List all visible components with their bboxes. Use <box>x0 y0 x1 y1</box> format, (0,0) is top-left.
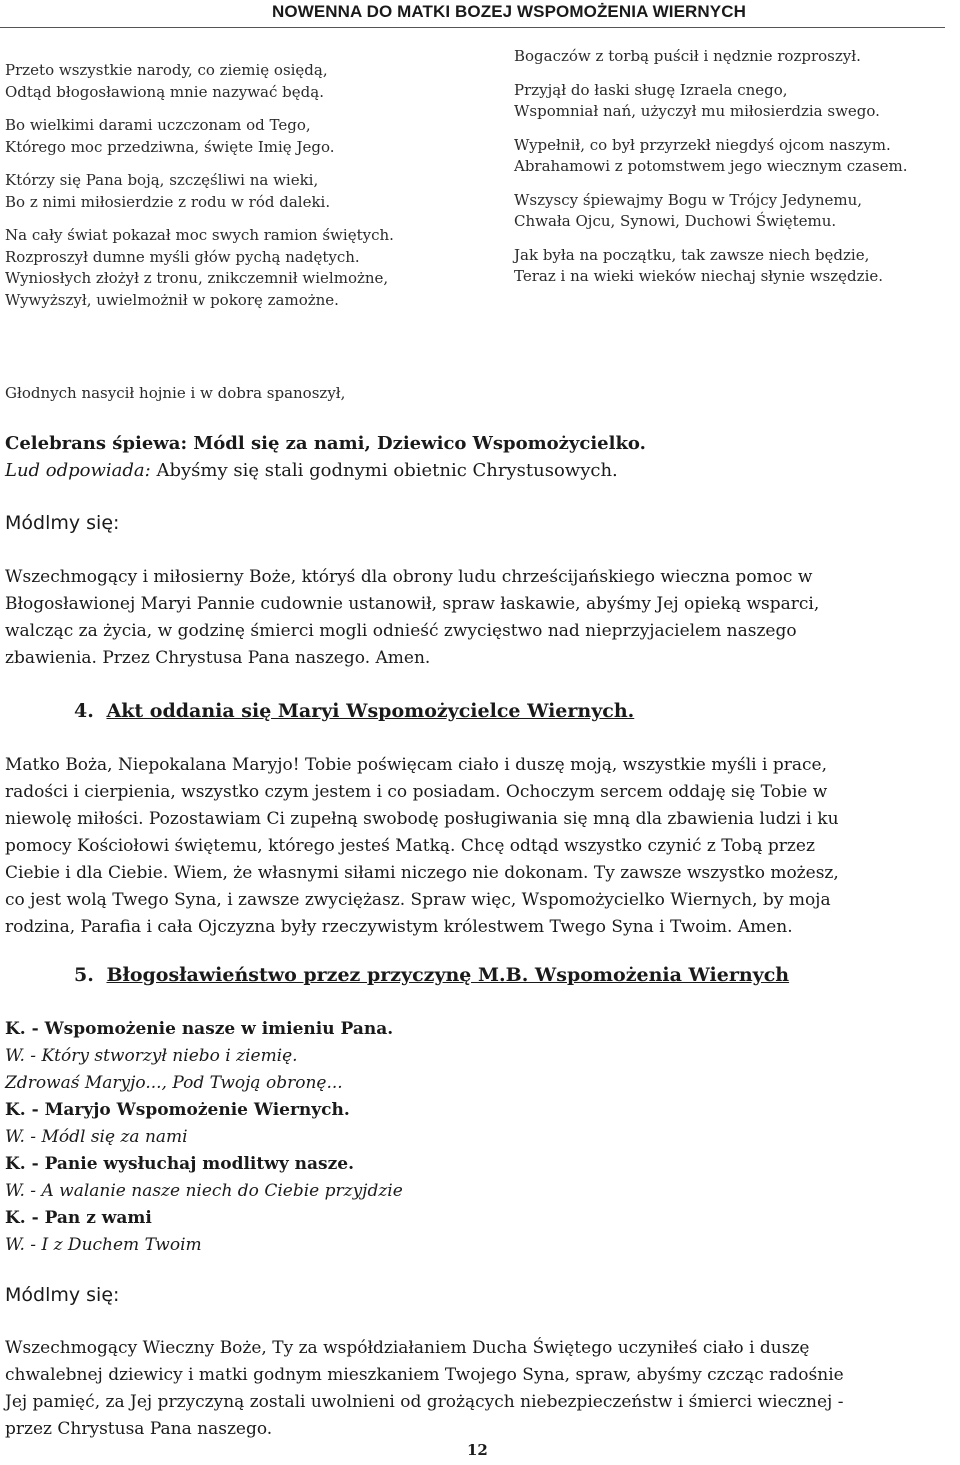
continuation-line <box>5 383 605 405</box>
stanza <box>5 170 475 213</box>
versicle-w: W. - I z Duchem Twoim <box>5 1235 202 1255</box>
prayer-1-text <box>5 564 960 672</box>
prayer-line: zbawienia. Przez Chrystusa Pana naszego. Amen. <box>5 648 431 668</box>
prayer-line: chwalebnej dziewicy i matki godnym mieszkaniem Twojego Syna, spraw, abyśmy czcząc radośnie <box>5 1365 844 1385</box>
section-5-heading <box>74 964 789 986</box>
verse-line: Na cały świat pokazał moc swych ramion świętych. <box>5 226 394 244</box>
verse-line: Przyjął do łaski sługę Izraela cnego, <box>514 80 788 99</box>
section-number: 5. <box>74 964 94 986</box>
celebrant-line: Celebrans śpiewa: Módl się za nami, Dziewico Wspomożycielko. <box>5 433 646 454</box>
prayer-heading: Módlmy się: <box>5 512 120 534</box>
stanza <box>514 80 954 123</box>
prayer-line: Wszechmogący Wieczny Boże, Ty za współdziałaniem Ducha Świętego uczyniłeś ciało i duszę <box>5 1338 810 1358</box>
stanza <box>5 225 475 311</box>
prayer-line: Błogosławionej Maryi Pannie cudownie ustanowił, spraw łaskawie, abyśmy Jej opieką wsparci, <box>5 594 820 614</box>
verse-line: Bo wielkimi darami uczczonam od Tego, <box>5 116 311 134</box>
verse-line: Rozproszył dumne myśli głów pychą nadętych. <box>5 247 360 266</box>
header-rule <box>0 27 945 28</box>
act-line: pomocy Kościołowi świętemu, którego jesteś Matką. Chcę odtąd wszystko czynić z Tobą przez <box>5 836 815 856</box>
prayer-line: przez Chrystusa Pana naszego. <box>5 1419 273 1439</box>
prayer-line: Wszechmogący i miłosierny Boże, któryś dla obrony ludu chrześcijańskiego wieczna pomoc w <box>5 567 813 587</box>
page-number: 12 <box>467 1441 488 1459</box>
act-line: co jest wolą Twego Syna, i zawsze zwyciężasz. Spraw więc, Wspomożycielko Wiernych, by moja <box>5 890 831 910</box>
versicle-w: W. - Módl się za nami <box>5 1127 188 1147</box>
act-line: Matko Boża, Niepokalana Maryjo! Tobie poświęcam ciało i duszę moją, wszystkie myśli i prace, <box>5 755 827 775</box>
verse-line: Odtąd błogosławioną mnie nazywać będą. <box>5 82 324 101</box>
section-4-heading <box>74 700 634 722</box>
verse-line: Jak była na początku, tak zawsze niech będzie, <box>514 245 870 264</box>
stanza <box>514 190 954 233</box>
section-title: Błogosławieństwo przez przyczynę M.B. Wspomożenia Wiernych <box>106 964 790 986</box>
versicles <box>5 1016 960 1259</box>
act-line: rodzina, Parafia i cała Ojczyzna były rzeczywistym królestwem Twego Syna i Twoim. Amen. <box>5 917 793 937</box>
stanza <box>5 115 475 158</box>
verse-line: Teraz i na wieki wieków niechaj słynie wszędzie. <box>514 267 884 285</box>
verse-line: Wypełnił, co był przyrzekł niegdyś ojcom naszym. <box>514 135 891 154</box>
section-number: 4. <box>74 700 94 722</box>
versicle-w: W. - Który stworzył niebo i ziemię. <box>5 1046 298 1066</box>
hymn-right-column <box>514 46 954 300</box>
versicle-k: K. - Maryjo Wspomożenie Wiernych. <box>5 1100 350 1120</box>
stanza <box>514 245 954 288</box>
response-label: Lud odpowiada: <box>5 460 151 481</box>
verse-line: Abrahamowi z potomstwem jego wiecznym czasem. <box>514 157 908 175</box>
versicle-k: K. - Panie wysłuchaj modlitwy nasze. <box>5 1154 355 1174</box>
verse-line: Głodnych nasycił hojnie i w dobra spanoszył, <box>5 384 346 402</box>
verse-line: Wyniosłych złożył z tronu, znikczemnił wielmożne, <box>5 269 389 287</box>
prayer-line: Jej pamięć, za Jej przyczyną zostali uwolnieni od grożących niebezpieczeństw i śmierci wiecznej - <box>5 1392 844 1412</box>
versicle-k: K. - Wspomożenie nasze w imieniu Pana. <box>5 1019 394 1039</box>
act-line: radości i cierpienia, wszystko czym jestem i co posiadam. Ochoczym sercem oddaję się Tobie w <box>5 782 828 802</box>
verse-line: Którego moc przedziwna, święte Imię Jego. <box>5 137 335 156</box>
act-text <box>5 752 960 941</box>
versicle-w: W. - A walanie nasze niech do Ciebie przyjdzie <box>5 1181 403 1201</box>
verse-line: Którzy się Pana boją, szczęśliwi na wieki, <box>5 171 319 189</box>
verse-line: Bogaczów z torbą puścił i nędznie rozproszył. <box>514 47 861 65</box>
stanza <box>514 46 954 68</box>
section-title: Akt oddania się Maryi Wspomożycielce Wiernych. <box>106 700 635 722</box>
prayer-heading: Módlmy się: <box>5 1284 120 1306</box>
verse-line: Wywyższył, uwielmożnił w pokorę zamożne. <box>5 290 339 309</box>
verse-line: Wszyscy śpiewajmy Bogu w Trójcy Jedynemu, <box>514 190 863 209</box>
act-line: niewolę miłości. Pozostawiam Ci zupełną swobodę posługiwania się mną dla zbawienia ludzi i ku <box>5 809 839 829</box>
verse-line: Przeto wszystkie narody, co ziemię osiędą, <box>5 61 328 79</box>
verse-line: Bo z nimi miłosierdzie z rodu w ród daleki. <box>5 192 331 211</box>
response-line <box>5 457 960 484</box>
prayer-line: walcząc za życia, w godzinę śmierci mogli odnieść zwycięstwo nad nieprzyjacielem naszego <box>5 621 797 641</box>
verse-line: Chwała Ojcu, Synowi, Duchowi Świętemu. <box>514 212 837 230</box>
response-text: Abyśmy się stali godnymi obietnic Chrystusowych. <box>156 460 618 481</box>
page-header <box>0 0 960 30</box>
stanza <box>5 60 475 103</box>
stanza <box>514 135 954 178</box>
verse-line: Wspomniał nań, użyczył mu miłosierdzia swego. <box>514 102 880 120</box>
versicle-w: Zdrowaś Maryjo..., Pod Twoją obronę... <box>5 1073 343 1093</box>
act-line: Ciebie i dla Ciebie. Wiem, że własnymi siłami niczego nie dokonam. Ty zawsze wszystko możesz, <box>5 863 839 883</box>
header-title: NOWENNA DO MATKI BOZEJ WSPOMOŻENIA WIERNYCH <box>272 2 746 21</box>
prayer-2-text <box>5 1335 960 1443</box>
hymn-left-column <box>5 60 475 323</box>
versicle-k: K. - Pan z wami <box>5 1208 152 1228</box>
